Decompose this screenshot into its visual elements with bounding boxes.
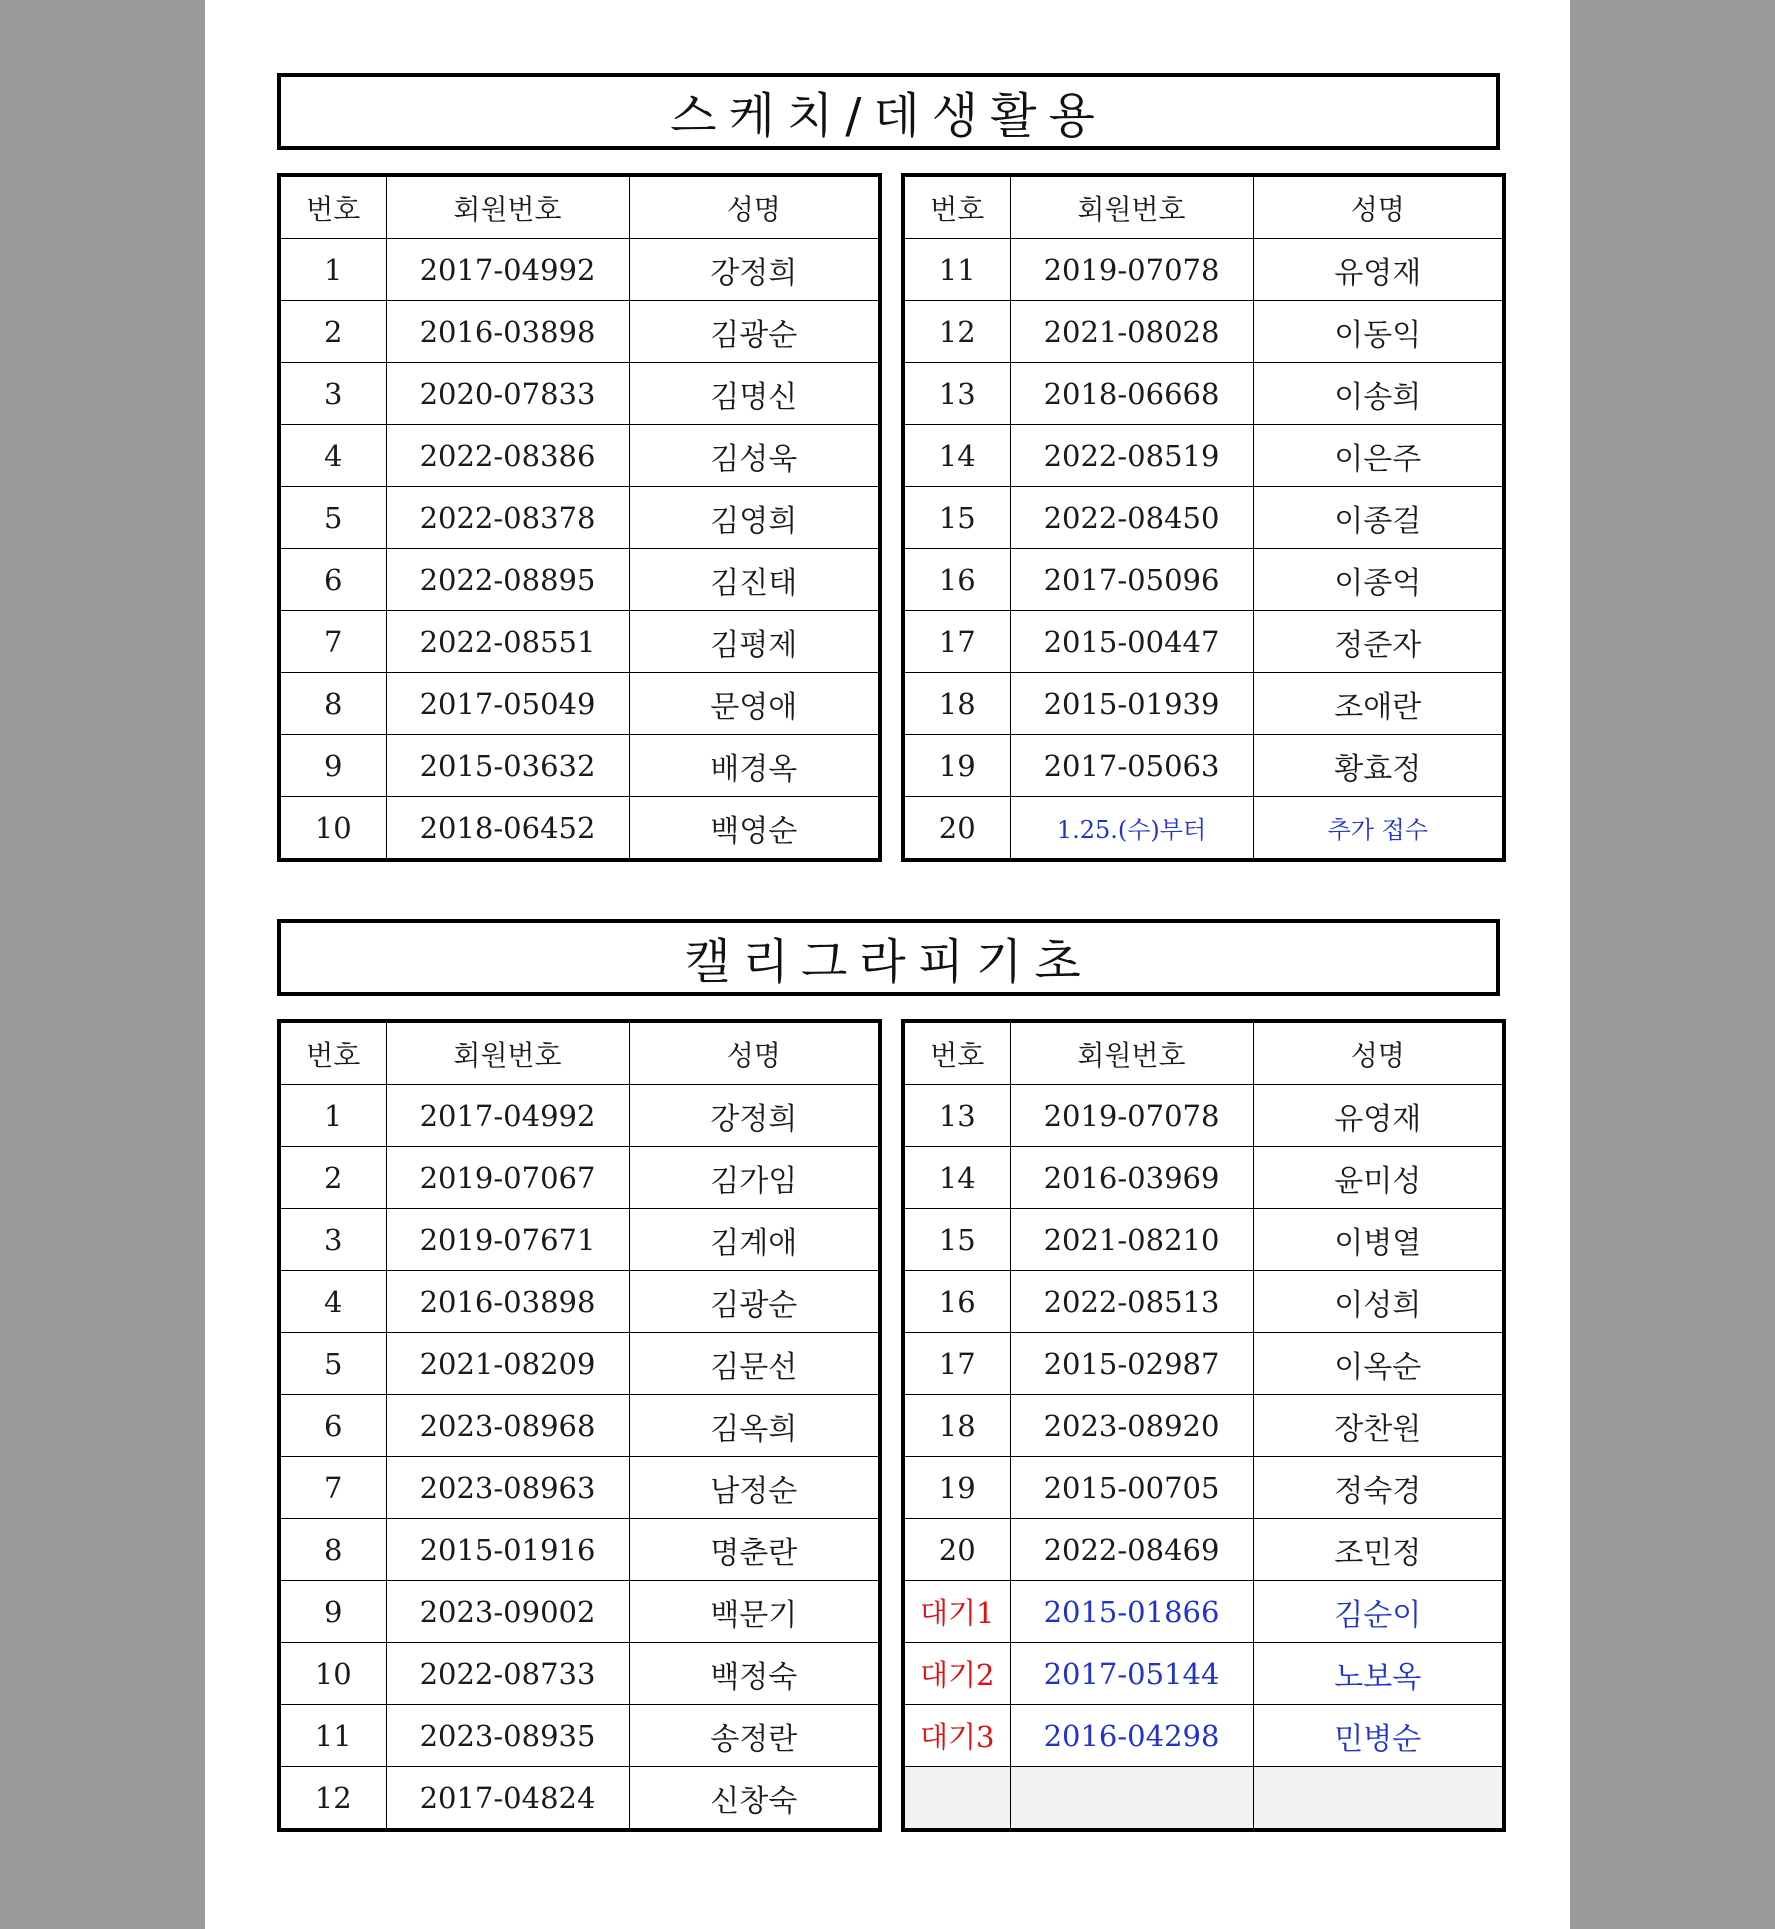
cell-name: 민병순 <box>1253 1705 1504 1767</box>
cell-number: 3 <box>279 363 386 425</box>
cell-name: 남정순 <box>629 1457 880 1519</box>
cell-number: 9 <box>279 735 386 797</box>
section-title: 스케치/데생활용 <box>277 73 1500 150</box>
cell-number: 16 <box>903 549 1010 611</box>
cell-member-id: 2017-05144 <box>1010 1643 1253 1705</box>
table-row <box>279 301 880 363</box>
cell-name: 유영재 <box>1253 1085 1504 1147</box>
cell-name: 백영순 <box>629 797 880 861</box>
cell-name: 추가 접수 <box>1253 797 1504 861</box>
cell-name: 김명신 <box>629 363 880 425</box>
cell-number: 17 <box>903 611 1010 673</box>
cell-member-id: 2022-08469 <box>1010 1519 1253 1581</box>
cell-member-id: 2022-08733 <box>386 1643 629 1705</box>
cell-name: 김계애 <box>629 1209 880 1271</box>
table-row <box>279 797 880 861</box>
table-row <box>903 1333 1504 1395</box>
cell-name: 김진태 <box>629 549 880 611</box>
cell-member-id: 2022-08386 <box>386 425 629 487</box>
roster-table-right <box>901 173 1506 862</box>
table-row <box>903 425 1504 487</box>
cell-name: 백문기 <box>629 1581 880 1643</box>
cell-name: 백정숙 <box>629 1643 880 1705</box>
cell-member-id: 2022-08895 <box>386 549 629 611</box>
cell-member-id: 2022-08513 <box>1010 1271 1253 1333</box>
cell-member-id: 2019-07078 <box>1010 1085 1253 1147</box>
roster-table-right <box>901 1019 1506 1832</box>
table-row <box>903 797 1504 861</box>
cell-member-id: 2017-04992 <box>386 1085 629 1147</box>
table-row <box>279 1333 880 1395</box>
header-member-id: 회원번호 <box>386 1021 629 1085</box>
cell-number: 18 <box>903 673 1010 735</box>
cell-member-id: 2021-08210 <box>1010 1209 1253 1271</box>
document-page <box>205 0 1570 1929</box>
table-row <box>903 1643 1504 1705</box>
table-row <box>279 1395 880 1457</box>
cell-member-id: 2016-03969 <box>1010 1147 1253 1209</box>
cell-number: 3 <box>279 1209 386 1271</box>
cell-number: 12 <box>279 1767 386 1831</box>
cell-name: 조민정 <box>1253 1519 1504 1581</box>
cell-name: 황효정 <box>1253 735 1504 797</box>
cell-name: 김성욱 <box>629 425 880 487</box>
cell-member-id: 2015-01939 <box>1010 673 1253 735</box>
table-row <box>903 549 1504 611</box>
cell-number: 13 <box>903 1085 1010 1147</box>
cell-number: 12 <box>903 301 1010 363</box>
cell-member-id <box>1010 1767 1253 1831</box>
cell-name: 김광순 <box>629 301 880 363</box>
cell-number: 20 <box>903 1519 1010 1581</box>
cell-name: 김평제 <box>629 611 880 673</box>
cell-member-id: 2023-08963 <box>386 1457 629 1519</box>
cell-name: 정준자 <box>1253 611 1504 673</box>
table-row <box>279 1271 880 1333</box>
cell-name: 이성희 <box>1253 1271 1504 1333</box>
table-row <box>903 1457 1504 1519</box>
table-row <box>279 1643 880 1705</box>
cell-number: 2 <box>279 301 386 363</box>
cell-number: 9 <box>279 1581 386 1643</box>
cell-name: 노보옥 <box>1253 1643 1504 1705</box>
cell-name: 김순이 <box>1253 1581 1504 1643</box>
table-row <box>903 673 1504 735</box>
cell-number: 7 <box>279 611 386 673</box>
table-row <box>279 425 880 487</box>
cell-member-id: 2017-04992 <box>386 239 629 301</box>
cell-member-id: 2019-07671 <box>386 1209 629 1271</box>
cell-member-id: 2023-08935 <box>386 1705 629 1767</box>
header-number: 번호 <box>279 175 386 239</box>
header-name: 성명 <box>1253 1021 1504 1085</box>
table-row <box>279 363 880 425</box>
table-row <box>903 1271 1504 1333</box>
cell-number: 14 <box>903 1147 1010 1209</box>
cell-number: 13 <box>903 363 1010 425</box>
cell-member-id: 2015-00705 <box>1010 1457 1253 1519</box>
table-row <box>903 611 1504 673</box>
cell-member-id: 2023-08968 <box>386 1395 629 1457</box>
table-header-row <box>903 175 1504 239</box>
header-name: 성명 <box>1253 175 1504 239</box>
cell-member-id: 2022-08551 <box>386 611 629 673</box>
cell-member-id: 2021-08209 <box>386 1333 629 1395</box>
cell-name: 이병열 <box>1253 1209 1504 1271</box>
cell-name: 김영희 <box>629 487 880 549</box>
roster-table-left <box>277 1019 882 1832</box>
cell-name: 강정희 <box>629 1085 880 1147</box>
cell-number: 17 <box>903 1333 1010 1395</box>
cell-name: 김광순 <box>629 1271 880 1333</box>
cell-number: 1 <box>279 239 386 301</box>
cell-number: 10 <box>279 797 386 861</box>
table-row <box>279 1767 880 1831</box>
cell-member-id: 2018-06668 <box>1010 363 1253 425</box>
cell-number: 16 <box>903 1271 1010 1333</box>
cell-name: 김가임 <box>629 1147 880 1209</box>
cell-name: 이송희 <box>1253 363 1504 425</box>
cell-number: 5 <box>279 487 386 549</box>
cell-number: 5 <box>279 1333 386 1395</box>
cell-number: 1 <box>279 1085 386 1147</box>
cell-number: 11 <box>903 239 1010 301</box>
cell-number: 11 <box>279 1705 386 1767</box>
table-row <box>279 1209 880 1271</box>
table-header-row <box>279 175 880 239</box>
cell-name: 이옥순 <box>1253 1333 1504 1395</box>
header-member-id: 회원번호 <box>386 175 629 239</box>
cell-number: 2 <box>279 1147 386 1209</box>
table-header-row <box>279 1021 880 1085</box>
cell-number: 4 <box>279 1271 386 1333</box>
table-row <box>903 1767 1504 1831</box>
cell-number: 18 <box>903 1395 1010 1457</box>
cell-member-id: 2015-02987 <box>1010 1333 1253 1395</box>
cell-name: 명춘란 <box>629 1519 880 1581</box>
table-row <box>903 301 1504 363</box>
header-member-id: 회원번호 <box>1010 175 1253 239</box>
table-row <box>279 611 880 673</box>
cell-number: 대기2 <box>903 1643 1010 1705</box>
cell-member-id: 2017-05096 <box>1010 549 1253 611</box>
cell-member-id: 2016-03898 <box>386 1271 629 1333</box>
table-header-row <box>903 1021 1504 1085</box>
header-number: 번호 <box>903 175 1010 239</box>
cell-member-id: 2023-09002 <box>386 1581 629 1643</box>
cell-number: 대기3 <box>903 1705 1010 1767</box>
table-row <box>279 1085 880 1147</box>
table-row <box>279 1519 880 1581</box>
cell-number: 19 <box>903 1457 1010 1519</box>
cell-name: 윤미성 <box>1253 1147 1504 1209</box>
table-row <box>903 1147 1504 1209</box>
cell-member-id: 2019-07067 <box>386 1147 629 1209</box>
table-row <box>903 1581 1504 1643</box>
cell-number: 10 <box>279 1643 386 1705</box>
cell-number: 4 <box>279 425 386 487</box>
cell-number: 15 <box>903 1209 1010 1271</box>
cell-name: 정숙경 <box>1253 1457 1504 1519</box>
cell-number: 20 <box>903 797 1010 861</box>
cell-name: 이종걸 <box>1253 487 1504 549</box>
cell-name: 문영애 <box>629 673 880 735</box>
table-row <box>279 1705 880 1767</box>
table-row <box>903 735 1504 797</box>
cell-member-id: 2023-08920 <box>1010 1395 1253 1457</box>
cell-member-id: 2019-07078 <box>1010 239 1253 301</box>
table-row <box>279 239 880 301</box>
table-row <box>903 1519 1504 1581</box>
cell-member-id: 2018-06452 <box>386 797 629 861</box>
cell-number: 15 <box>903 487 1010 549</box>
cell-name: 이동익 <box>1253 301 1504 363</box>
cell-number: 8 <box>279 1519 386 1581</box>
cell-name <box>1253 1767 1504 1831</box>
cell-name: 배경옥 <box>629 735 880 797</box>
cell-member-id: 2020-07833 <box>386 363 629 425</box>
header-name: 성명 <box>629 175 880 239</box>
cell-number: 대기1 <box>903 1581 1010 1643</box>
cell-member-id: 2017-04824 <box>386 1767 629 1831</box>
header-number: 번호 <box>279 1021 386 1085</box>
header-number: 번호 <box>903 1021 1010 1085</box>
roster-table-left <box>277 173 882 862</box>
table-row <box>903 239 1504 301</box>
cell-name: 송정란 <box>629 1705 880 1767</box>
cell-name: 김문선 <box>629 1333 880 1395</box>
cell-name: 이은주 <box>1253 425 1504 487</box>
cell-number <box>903 1767 1010 1831</box>
header-member-id: 회원번호 <box>1010 1021 1253 1085</box>
table-row <box>279 1457 880 1519</box>
cell-member-id: 2022-08378 <box>386 487 629 549</box>
cell-member-id: 2016-03898 <box>386 301 629 363</box>
table-row <box>903 487 1504 549</box>
cell-member-id: 2017-05049 <box>386 673 629 735</box>
cell-member-id: 2016-04298 <box>1010 1705 1253 1767</box>
cell-number: 14 <box>903 425 1010 487</box>
cell-number: 7 <box>279 1457 386 1519</box>
table-row <box>903 363 1504 425</box>
cell-name: 이종억 <box>1253 549 1504 611</box>
cell-name: 유영재 <box>1253 239 1504 301</box>
table-row <box>279 549 880 611</box>
cell-name: 장찬원 <box>1253 1395 1504 1457</box>
cell-member-id: 2015-00447 <box>1010 611 1253 673</box>
cell-member-id: 2015-01866 <box>1010 1581 1253 1643</box>
cell-number: 19 <box>903 735 1010 797</box>
header-name: 성명 <box>629 1021 880 1085</box>
table-row <box>903 1085 1504 1147</box>
cell-name: 김옥희 <box>629 1395 880 1457</box>
cell-member-id: 1.25.(수)부터 <box>1010 797 1253 861</box>
table-row <box>279 1147 880 1209</box>
cell-member-id: 2021-08028 <box>1010 301 1253 363</box>
cell-number: 6 <box>279 549 386 611</box>
table-row <box>279 1581 880 1643</box>
section-title: 캘리그라피기초 <box>277 919 1500 996</box>
table-row <box>279 487 880 549</box>
cell-member-id: 2015-01916 <box>386 1519 629 1581</box>
table-row <box>903 1395 1504 1457</box>
table-row <box>903 1209 1504 1271</box>
table-row <box>279 735 880 797</box>
cell-number: 6 <box>279 1395 386 1457</box>
cell-name: 신창숙 <box>629 1767 880 1831</box>
cell-name: 조애란 <box>1253 673 1504 735</box>
table-row <box>903 1705 1504 1767</box>
cell-name: 강정희 <box>629 239 880 301</box>
cell-member-id: 2022-08450 <box>1010 487 1253 549</box>
cell-number: 8 <box>279 673 386 735</box>
cell-member-id: 2015-03632 <box>386 735 629 797</box>
cell-member-id: 2022-08519 <box>1010 425 1253 487</box>
table-row <box>279 673 880 735</box>
cell-member-id: 2017-05063 <box>1010 735 1253 797</box>
